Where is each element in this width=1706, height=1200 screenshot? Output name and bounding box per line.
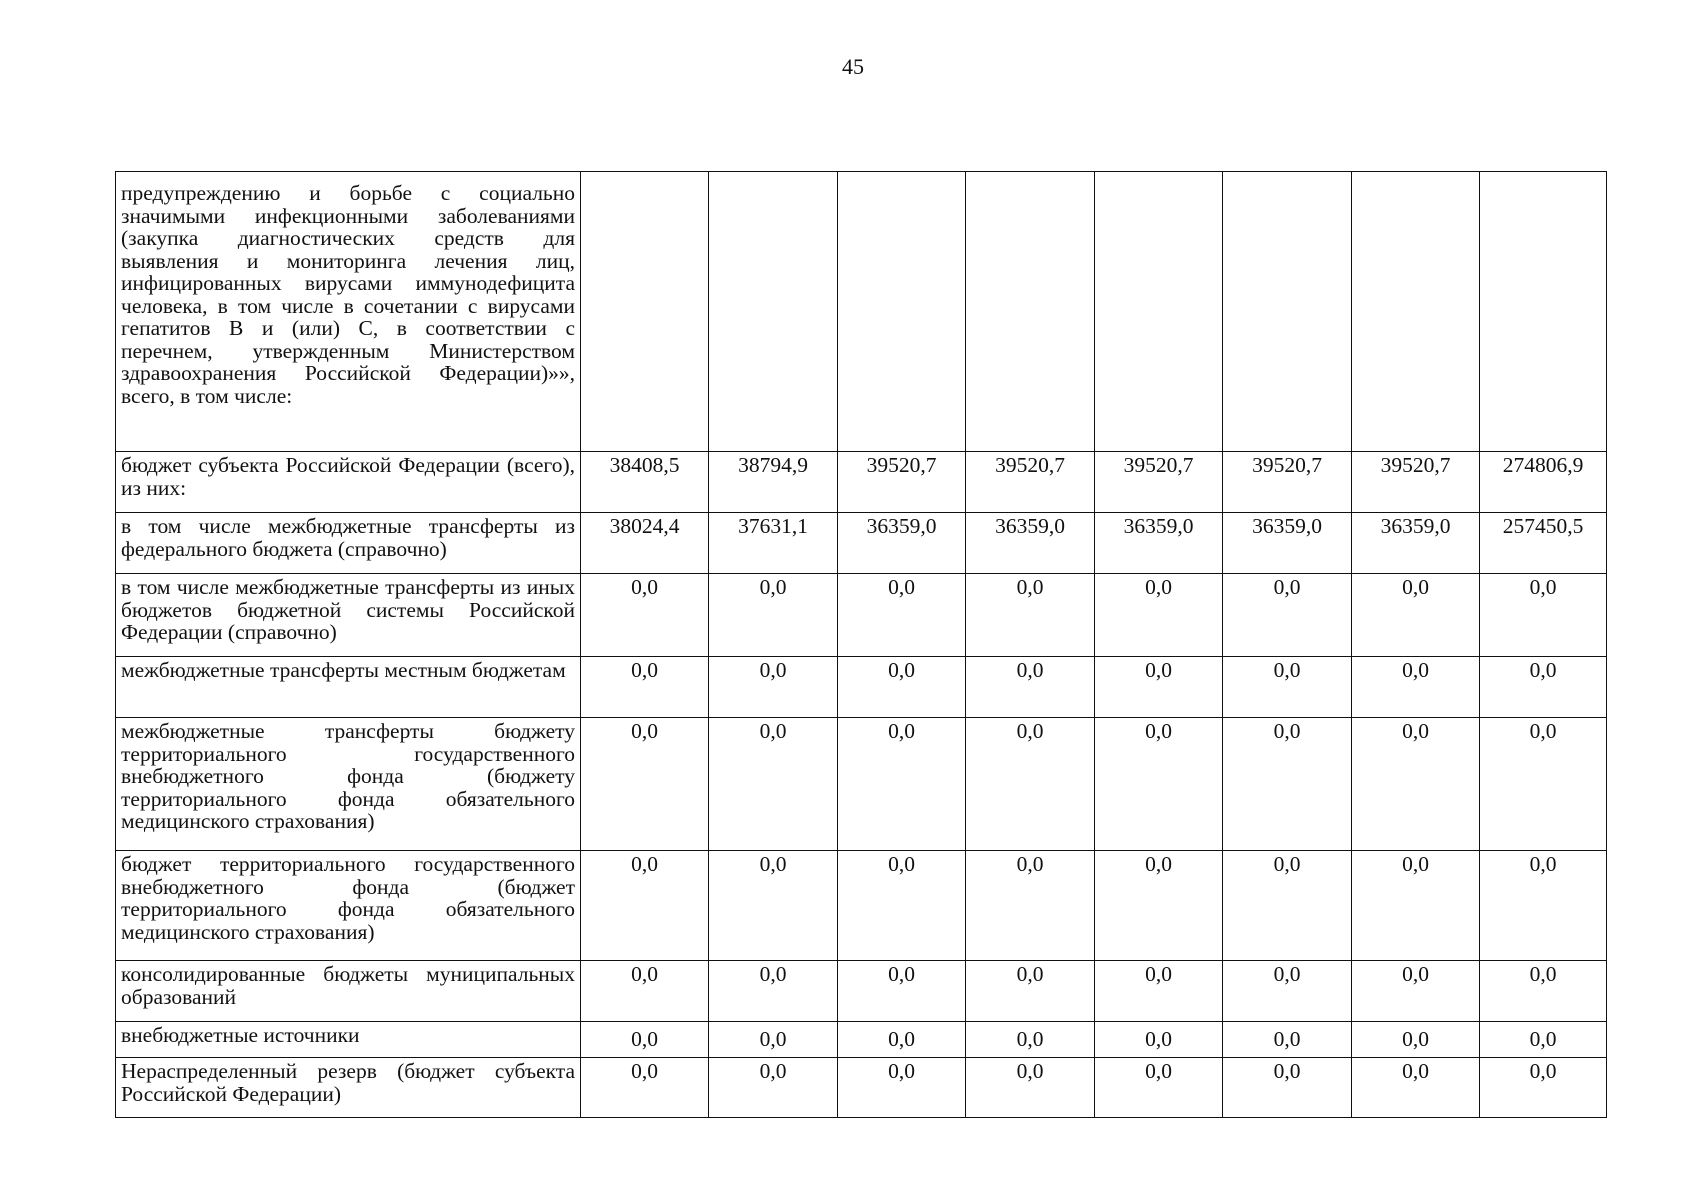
table-row <box>116 452 1607 513</box>
value-cell: 0,0 <box>1223 657 1352 718</box>
value-cell: 0,0 <box>838 657 966 718</box>
value-cell: 0,0 <box>1480 718 1607 851</box>
value-cell: 38794,9 <box>709 452 838 513</box>
value-cell: 0,0 <box>966 961 1095 1022</box>
value-cell: 0,0 <box>966 1058 1095 1118</box>
value-cell: 0,0 <box>1095 574 1223 657</box>
value-cell: 39520,7 <box>838 452 966 513</box>
value-cell: 0,0 <box>1352 1058 1480 1118</box>
value-cell: 0,0 <box>1095 1022 1223 1058</box>
value-cell: 0,0 <box>1480 961 1607 1022</box>
value-cell: 39520,7 <box>1095 452 1223 513</box>
value-cell <box>966 172 1095 452</box>
value-cell <box>838 172 966 452</box>
value-cell: 36359,0 <box>1095 513 1223 574</box>
page-number: 45 <box>842 54 864 79</box>
value-cell: 0,0 <box>1223 718 1352 851</box>
value-cell: 0,0 <box>1223 1058 1352 1118</box>
value-cell: 0,0 <box>1095 851 1223 961</box>
value-cell: 38408,5 <box>581 452 709 513</box>
value-cell: 0,0 <box>581 1022 709 1058</box>
value-cell: 0,0 <box>1480 1022 1607 1058</box>
value-cell: 0,0 <box>709 657 838 718</box>
value-cell: 0,0 <box>709 574 838 657</box>
value-cell: 0,0 <box>581 961 709 1022</box>
table-row <box>116 574 1607 657</box>
value-cell <box>581 172 709 452</box>
budget-table-body <box>116 172 1607 1118</box>
row-label: предупреждению и борьбе с социально значимыми инфекционными заболеваниями (закупка диагностических средств для выявления и мониторинга лечения лиц, инфицированных вирусами иммунодефицита человека, в том числе в сочетании с вирусами гепатитов B и (или) C, в соответствии с перечнем, утвержденным Министерством здравоохранения Российской Федерации)»», всего, в том числе: <box>116 172 581 452</box>
value-cell: 0,0 <box>1223 574 1352 657</box>
value-cell: 0,0 <box>838 718 966 851</box>
row-label: Нераспределенный резерв (бюджет субъекта Российской Федерации) <box>116 1058 581 1118</box>
value-cell: 0,0 <box>966 851 1095 961</box>
value-cell: 36359,0 <box>838 513 966 574</box>
value-cell: 0,0 <box>838 1022 966 1058</box>
value-cell: 0,0 <box>838 1058 966 1118</box>
table-row <box>116 961 1607 1022</box>
value-cell: 0,0 <box>581 851 709 961</box>
value-cell: 0,0 <box>1095 657 1223 718</box>
value-cell: 0,0 <box>709 851 838 961</box>
value-cell: 0,0 <box>1352 657 1480 718</box>
value-cell: 0,0 <box>966 657 1095 718</box>
table-row <box>116 718 1607 851</box>
value-cell: 37631,1 <box>709 513 838 574</box>
value-cell: 257450,5 <box>1480 513 1607 574</box>
value-cell: 0,0 <box>1352 851 1480 961</box>
value-cell: 0,0 <box>709 718 838 851</box>
value-cell: 0,0 <box>581 718 709 851</box>
value-cell: 0,0 <box>1480 851 1607 961</box>
table-row <box>116 851 1607 961</box>
value-cell <box>1095 172 1223 452</box>
value-cell: 0,0 <box>1480 1058 1607 1118</box>
value-cell: 0,0 <box>838 961 966 1022</box>
value-cell: 0,0 <box>581 574 709 657</box>
table-row <box>116 1058 1607 1118</box>
row-label: в том числе межбюджетные трансферты из федерального бюджета (справочно) <box>116 513 581 574</box>
value-cell: 38024,4 <box>581 513 709 574</box>
value-cell: 0,0 <box>1095 718 1223 851</box>
value-cell: 0,0 <box>1223 1022 1352 1058</box>
row-label: консолидированные бюджеты муниципальных образований <box>116 961 581 1022</box>
value-cell: 39520,7 <box>1223 452 1352 513</box>
value-cell: 39520,7 <box>1352 452 1480 513</box>
row-label: бюджет субъекта Российской Федерации (всего), из них: <box>116 452 581 513</box>
table-row <box>116 657 1607 718</box>
value-cell: 0,0 <box>1352 1022 1480 1058</box>
value-cell: 0,0 <box>1480 657 1607 718</box>
value-cell: 0,0 <box>966 574 1095 657</box>
value-cell: 0,0 <box>966 718 1095 851</box>
value-cell: 0,0 <box>581 1058 709 1118</box>
value-cell: 0,0 <box>709 1022 838 1058</box>
value-cell: 0,0 <box>1095 1058 1223 1118</box>
value-cell: 36359,0 <box>1352 513 1480 574</box>
value-cell: 0,0 <box>838 574 966 657</box>
value-cell: 36359,0 <box>1223 513 1352 574</box>
value-cell: 0,0 <box>1352 961 1480 1022</box>
value-cell: 0,0 <box>838 851 966 961</box>
table-row <box>116 1022 1607 1058</box>
value-cell: 0,0 <box>1480 574 1607 657</box>
value-cell: 0,0 <box>1095 961 1223 1022</box>
value-cell: 0,0 <box>581 657 709 718</box>
value-cell: 36359,0 <box>966 513 1095 574</box>
value-cell: 274806,9 <box>1480 452 1607 513</box>
row-label: бюджет территориального государственного внебюджетного фонда (бюджет территориального фонда обязательного медицинского страхования) <box>116 851 581 961</box>
value-cell: 0,0 <box>1223 851 1352 961</box>
row-label: внебюджетные источники <box>116 1022 581 1058</box>
row-label: в том числе межбюджетные трансферты из иных бюджетов бюджетной системы Российской Федерации (справочно) <box>116 574 581 657</box>
value-cell: 0,0 <box>709 961 838 1022</box>
value-cell: 0,0 <box>709 1058 838 1118</box>
value-cell: 0,0 <box>1352 718 1480 851</box>
table-row <box>116 513 1607 574</box>
budget-table <box>115 171 1607 1118</box>
table-row <box>116 172 1607 452</box>
value-cell <box>709 172 838 452</box>
value-cell <box>1480 172 1607 452</box>
row-label: межбюджетные трансферты местным бюджетам <box>116 657 581 718</box>
value-cell: 39520,7 <box>966 452 1095 513</box>
value-cell <box>1352 172 1480 452</box>
value-cell: 0,0 <box>966 1022 1095 1058</box>
value-cell: 0,0 <box>1223 961 1352 1022</box>
value-cell: 0,0 <box>1352 574 1480 657</box>
row-label: межбюджетные трансферты бюджету территориального государственного внебюджетного фонда (бюджету территориального фонда обязательного медицинского страхования) <box>116 718 581 851</box>
value-cell <box>1223 172 1352 452</box>
